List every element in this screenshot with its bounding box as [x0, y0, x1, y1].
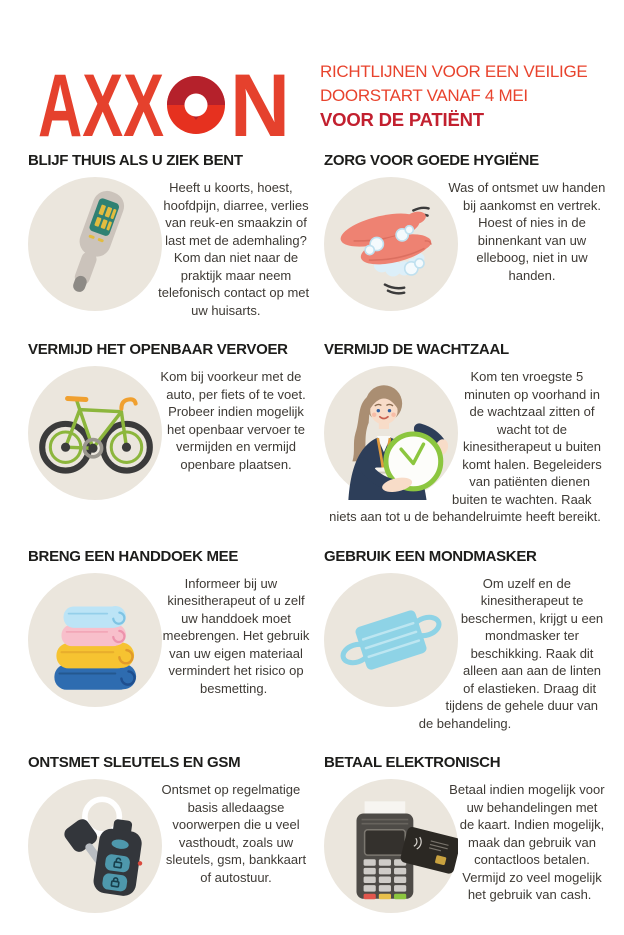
- header: [0, 0, 624, 140]
- section-illustration: [28, 779, 162, 913]
- section-illustration: [324, 779, 458, 913]
- section-text: Heeft u koorts, hoest, hoofdpijn, diarree, verlies van reuk-en smaakzin of last met de ademhaling? Kom dan niet naar de praktijk maar neem telefonisch contact op met uw huisarts.: [158, 180, 310, 318]
- title-line-3: VOOR DE PATIËNT: [320, 109, 484, 130]
- section-hygiene: [324, 152, 606, 319]
- section-text: Om uzelf en de kinesitherapeut te beschermen, krijgt u een mondmasker ter beschikking. Raak dit alleen aan aan de linten of elastieken. Draag dit tijdens de gehele duur van de behandeling.: [418, 575, 604, 731]
- section-title: BLIJF THUIS ALS U ZIEK BENT: [28, 152, 243, 169]
- section-title: GEBRUIK EEN MONDMASKER: [324, 547, 537, 565]
- thermometer-icon: [28, 177, 162, 311]
- logo-o-icon: [167, 76, 225, 134]
- section-title: ZORG VOOR GOEDE HYGIËNE: [324, 152, 539, 169]
- axxon-logo: [38, 72, 290, 140]
- section-illustration: [324, 573, 458, 707]
- section-illustration: [28, 366, 162, 500]
- section-text: Betaal indien mogelijk voor uw behandelingen met de kaart. Indien mogelijk, maak dan gebruik van contactloos betalen. Vermijd zo veel mogelijk het gebruik van cash.: [449, 782, 605, 902]
- section-text: Kom bij voorkeur met de auto, per fiets of te voet. Probeer indien mogelijk het openbaar vervoer te vermijden en vermijd openbare plaatsen.: [160, 369, 306, 472]
- section-text: Kom ten vroegste 5 minuten op voorhand in de wachtzaal zitten of wacht tot de kinesitherapeut u buiten komt halen. Begeleiders van patiënten dienen buiten te wachten. Raak niets aan tot u de behandelruimte heeft bereikt.: [329, 369, 602, 524]
- section-blijf-thuis: [28, 152, 310, 319]
- section-illustration: [28, 573, 162, 707]
- logo-text-right: N: [230, 72, 290, 140]
- section-title: BRENG EEN HANDDOEK MEE: [28, 547, 239, 565]
- towels-icon: [28, 573, 162, 707]
- washing-hands-icon: [324, 177, 458, 311]
- guidelines-grid: [0, 140, 624, 935]
- car-keys-icon: [28, 779, 162, 913]
- title-line-1: RICHTLIJNEN VOOR EEN VEILIGE: [320, 62, 588, 81]
- section-title: VERMIJD DE WACHTZAAL: [324, 341, 509, 358]
- title-line-2: DOORSTART VANAF 4 MEI: [320, 86, 528, 105]
- section-illustration: [28, 177, 162, 311]
- section-text: Was of ontsmet uw handen bij aankomst en vertrek. Hoest of nies in de binnenkant van uw elleboog, niet in uw handen.: [448, 180, 606, 283]
- section-title: BETAAL ELEKTRONISCH: [324, 754, 501, 771]
- header-title: [320, 60, 587, 132]
- section-illustration: [324, 366, 458, 500]
- section-sleutels: [28, 754, 310, 913]
- section-handdoek: [28, 548, 310, 733]
- receptionist-clock-icon: [324, 366, 458, 500]
- section-betaal: [324, 754, 606, 913]
- section-wachtzaal: [324, 341, 606, 526]
- face-mask-icon: [324, 573, 458, 707]
- section-text: Ontsmet op regelmatige basis alledaagse voorwerpen die u veel vasthoudt, zoals uw sleutels, gsm, bankkaart of autostuur.: [161, 782, 307, 885]
- section-text: Informeer bij uw kinesitherapeut of u zelf uw handdoek moet meebrengen. Het gebruik van uw eigen materiaal vermindert het risico op besmetting.: [162, 575, 310, 696]
- section-title: ONTSMET SLEUTELS EN GSM: [28, 754, 241, 771]
- section-mondmasker: [324, 548, 606, 733]
- section-title: VERMIJD HET OPENBAAR VERVOER: [28, 341, 288, 358]
- section-illustration: [324, 177, 458, 311]
- bicycle-icon: [28, 366, 162, 500]
- section-openbaar-vervoer: [28, 341, 310, 526]
- payment-terminal-icon: [324, 779, 458, 913]
- logo-text-left: AXX: [38, 72, 164, 140]
